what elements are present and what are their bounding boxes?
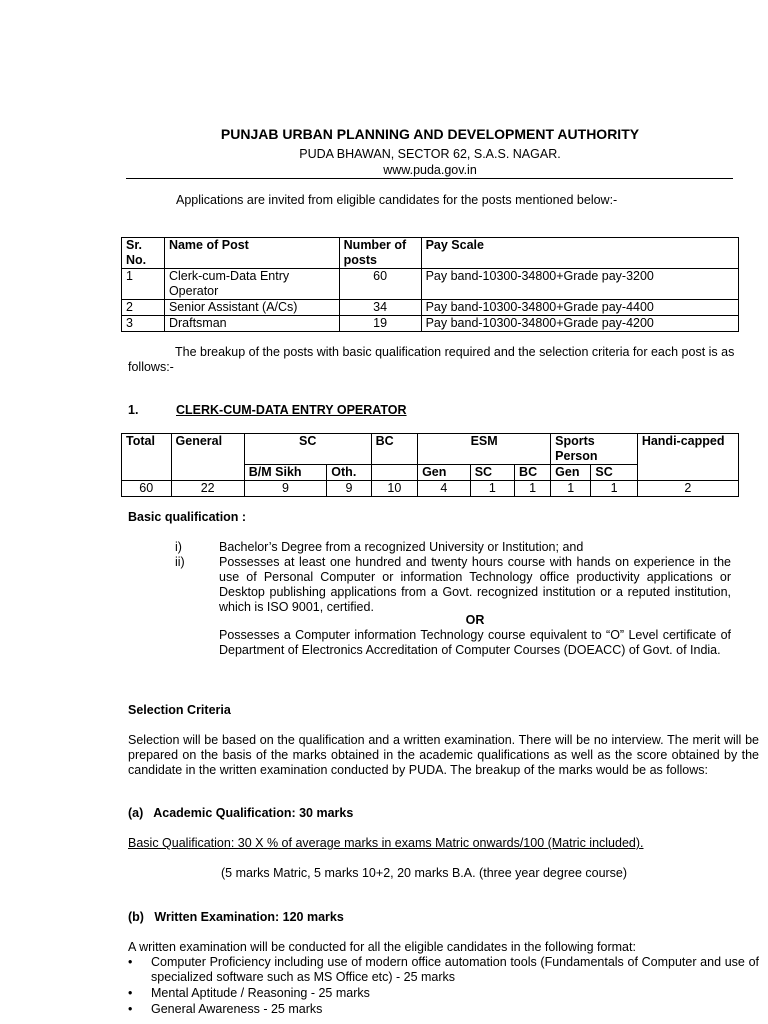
or-label: OR	[465, 613, 485, 627]
table-header-cell: Number of posts	[339, 238, 421, 269]
list-item: Computer Proficiency including use of modern office automation tools (Fundamentals of Computer and use of specialized software such as MS Office etc) - 25 marks	[151, 955, 759, 984]
table-header-cell: Total	[122, 434, 172, 481]
table-cell: 22	[171, 481, 244, 497]
written-intro: A written examination will be conducted for all the eligible candidates in the following format:	[128, 940, 636, 954]
section-title: CLERK-CUM-DATA ENTRY OPERATOR	[176, 403, 407, 417]
table-header-cell: Sports Person	[551, 434, 638, 465]
posts-table	[121, 237, 739, 332]
table-row	[122, 269, 739, 300]
table-cell: 60	[122, 481, 172, 497]
table-row	[122, 300, 739, 316]
table-row	[122, 316, 739, 332]
page-title: PUNJAB URBAN PLANNING AND DEVELOPMENT AUTHORITY	[220, 126, 640, 142]
table-cell: 19	[339, 316, 421, 332]
intro-text: Applications are invited from eligible candidates for the posts mentioned below:-	[176, 193, 618, 207]
table-cell: Clerk-cum-Data Entry Operator	[164, 269, 339, 300]
qualification-item: Bachelor’s Degree from a recognized University or Institution; and	[219, 540, 584, 554]
table-cell: 9	[244, 481, 327, 497]
table-cell: 34	[339, 300, 421, 316]
table-cell: 1	[122, 269, 165, 300]
table-header-cell: Handi-capped	[637, 434, 738, 481]
table-cell: 10	[371, 481, 417, 497]
table-cell: 1	[591, 481, 637, 497]
table-cell: 3	[122, 316, 165, 332]
qualification-heading: Basic qualification :	[128, 510, 247, 524]
written-heading: (b) Written Examination: 120 marks	[128, 910, 344, 924]
academic-formula: Basic Qualification: 30 X % of average marks in exams Matric onwards/100 (Matric included).	[128, 836, 644, 850]
table-cell: 2	[637, 481, 738, 497]
qualification-alternative: Possesses a Computer information Technology course equivalent to “O” Level certificate of Department of Electronics Accreditation of Computer Courses (DOEACC) of Govt. of India.	[219, 628, 731, 657]
table-header-row	[122, 434, 739, 465]
table-header-cell: B/M Sikh	[244, 465, 327, 481]
list-item-number: i)	[175, 540, 182, 554]
table-header-cell: Oth.	[327, 465, 371, 481]
academic-breakup: (5 marks Matric, 5 marks 10+2, 20 marks B.A. (three year degree course)	[221, 866, 628, 880]
table-header-cell: ESM	[418, 434, 551, 465]
header-divider	[126, 178, 733, 179]
table-cell: Senior Assistant (A/Cs)	[164, 300, 339, 316]
academic-heading: (a) Academic Qualification: 30 marks	[128, 806, 354, 820]
table-header-cell: Gen	[418, 465, 471, 481]
section-number: 1.	[128, 403, 139, 417]
table-header-cell: BC	[515, 465, 551, 481]
table-cell: Draftsman	[164, 316, 339, 332]
list-item: Mental Aptitude / Reasoning - 25 marks	[151, 986, 370, 1000]
table-cell: 1	[470, 481, 514, 497]
header-website: www.puda.gov.in	[383, 163, 477, 177]
table-header-cell: BC	[371, 434, 417, 465]
bullet-icon: •	[128, 1002, 133, 1016]
table-cell: Pay band-10300-34800+Grade pay-4200	[421, 316, 738, 332]
selection-paragraph: Selection will be based on the qualification and a written examination. There will be no interview. The merit will be prepared on the basis of the marks obtained in the academic qualifications as well as the score obtained by the candidate in the written examination conducted by PUDA. The breakup of the marks would be as follows:	[128, 733, 759, 777]
table-cell: 60	[339, 269, 421, 300]
selection-heading: Selection Criteria	[128, 703, 231, 717]
table-header-cell: Gen	[551, 465, 591, 481]
qualification-item: Possesses at least one hundred and twenty hours course with hands on experience in the use of Personal Computer or information Technology office productivity applications or Desktop publishing applications from a Govt. recognized institution or a reputed institution, which is ISO 9001, certified.	[219, 555, 731, 614]
table-header-cell: SC	[470, 465, 514, 481]
breakup-text: The breakup of the posts with basic qualification required and the selection criteria for each post is as follows:-	[128, 345, 735, 374]
bullet-icon: •	[128, 955, 133, 969]
table-header-row	[122, 238, 739, 269]
table-header-cell: Sr. No.	[122, 238, 165, 269]
table-cell: 9	[327, 481, 371, 497]
table-cell: Pay band-10300-34800+Grade pay-4400	[421, 300, 738, 316]
vacancy-table	[121, 433, 739, 497]
list-item-number: ii)	[175, 555, 185, 569]
table-cell: 4	[418, 481, 471, 497]
table-header-cell	[371, 465, 417, 481]
table-header-cell: SC	[591, 465, 637, 481]
table-cell: 2	[122, 300, 165, 316]
header-address: PUDA BHAWAN, SECTOR 62, S.A.S. NAGAR.	[299, 147, 561, 161]
bullet-icon: •	[128, 986, 133, 1000]
table-header-cell: SC	[244, 434, 371, 465]
table-header-cell: Name of Post	[164, 238, 339, 269]
table-header-cell: Pay Scale	[421, 238, 738, 269]
table-cell: 1	[515, 481, 551, 497]
list-item: General Awareness - 25 marks	[151, 1002, 323, 1016]
table-row	[122, 481, 739, 497]
table-header-cell: General	[171, 434, 244, 481]
table-cell: Pay band-10300-34800+Grade pay-3200	[421, 269, 738, 300]
table-cell: 1	[551, 481, 591, 497]
